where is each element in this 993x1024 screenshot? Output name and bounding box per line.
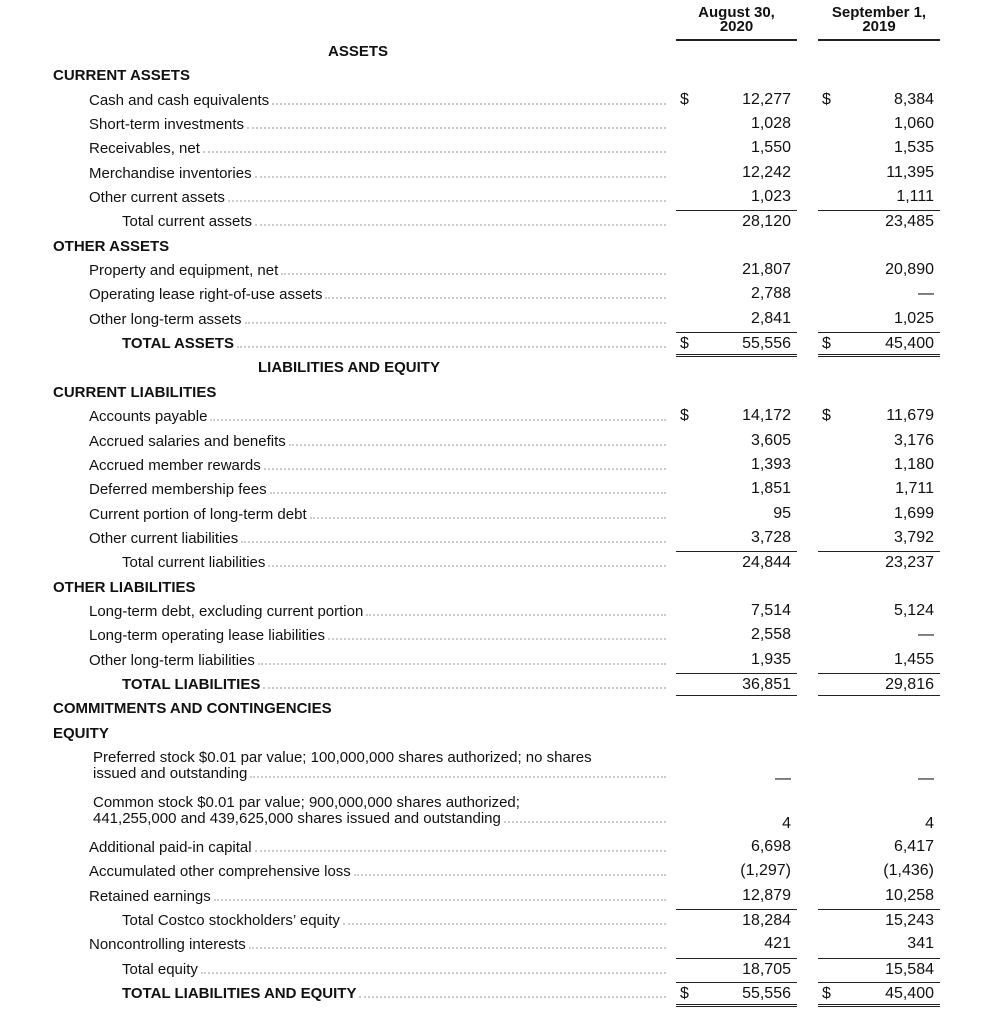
line-item-label: issued and outstanding (93, 764, 248, 782)
line-item-row (0, 858, 993, 882)
line-item-row (0, 549, 993, 573)
line-item-row (0, 257, 993, 281)
amount: 1,699 (893, 504, 934, 522)
amount: — (775, 769, 791, 787)
value-2019 (818, 162, 940, 183)
amount: 2,788 (750, 285, 791, 303)
line-item-row (0, 330, 993, 354)
value-2019 (818, 405, 940, 426)
value-2020 (676, 283, 797, 304)
amount: 11,679 (886, 407, 934, 425)
column-header-line: 2020 (719, 18, 754, 35)
dot-leader (354, 874, 666, 876)
value-2020 (676, 332, 797, 357)
line-item-label: Receivables, net (89, 140, 200, 158)
value-2019 (818, 89, 940, 110)
amount: (1,297) (740, 862, 791, 880)
column-header-2020 (676, 6, 797, 41)
value-2019 (818, 332, 940, 357)
amount: 1,025 (893, 309, 934, 327)
amount: 28,120 (742, 213, 791, 231)
line-item-label: Noncontrolling interests (89, 936, 246, 954)
category-heading (0, 574, 993, 598)
amount: 18,284 (742, 912, 791, 929)
dot-leader (203, 151, 666, 153)
amount: 7,514 (750, 601, 791, 619)
value-2020 (676, 113, 797, 134)
value-2019 (818, 430, 940, 451)
value-2020 (676, 649, 797, 670)
section-title: ASSETS (328, 43, 389, 60)
value-2020 (676, 958, 797, 980)
amount: 3,728 (750, 528, 791, 546)
amount: 2,558 (750, 626, 791, 644)
amount: 3,176 (893, 431, 934, 449)
value-2020 (676, 768, 797, 789)
section-heading (0, 354, 993, 378)
amount: (1,436) (883, 862, 934, 880)
line-item-label: Long-term operating lease liabilities (89, 627, 325, 645)
value-2020 (676, 860, 797, 881)
amount: 1,393 (750, 455, 791, 473)
amount: 1,550 (750, 139, 791, 157)
value-2019 (818, 137, 940, 158)
amount: — (918, 769, 934, 787)
line-item-label: 441,255,000 and 439,625,000 shares issued and outstanding (93, 809, 501, 827)
dot-leader (272, 103, 666, 105)
value-2020 (676, 503, 797, 524)
dot-leader (268, 565, 666, 567)
line-item-label: COMMITMENTS AND CONTINGENCIES (53, 700, 332, 718)
line-item-label: Total current liabilities (122, 554, 266, 572)
line-item-label: EQUITY (53, 724, 109, 742)
line-item-row (0, 931, 993, 955)
line-item-label: OTHER ASSETS (53, 237, 170, 255)
value-2019 (818, 958, 940, 980)
dollar-sign: $ (680, 335, 689, 353)
dollar-sign: $ (680, 407, 689, 425)
value-2019 (818, 982, 940, 1007)
line-item-label: Deferred membership fees (89, 481, 267, 499)
value-2020 (676, 162, 797, 183)
line-item-label: CURRENT ASSETS (53, 67, 190, 85)
value-2019 (818, 836, 940, 857)
line-item-label: Current portion of long-term debt (89, 505, 307, 523)
dollar-sign: $ (822, 335, 831, 353)
value-2020 (676, 982, 797, 1007)
amount: 1,023 (750, 188, 791, 206)
amount: 36,851 (742, 675, 791, 693)
line-item-row (0, 452, 993, 476)
column-header-line: September 1, (831, 4, 927, 21)
dot-leader (289, 444, 666, 446)
line-item-row (0, 160, 993, 184)
amount: 1,111 (896, 188, 934, 206)
line-item-row (0, 87, 993, 111)
value-2019 (818, 113, 940, 134)
dot-leader (241, 541, 666, 543)
column-header-2019 (818, 6, 940, 41)
value-2020 (676, 836, 797, 857)
amount: 4 (782, 814, 791, 832)
value-2019 (818, 885, 940, 906)
dot-leader (255, 176, 666, 178)
line-item-row (0, 883, 993, 907)
amount: — (918, 285, 934, 303)
amount: 421 (764, 935, 791, 953)
dot-leader (255, 850, 666, 852)
value-2019 (818, 308, 940, 329)
line-item-label: Accrued salaries and benefits (89, 432, 286, 450)
line-item-label: TOTAL LIABILITIES (122, 675, 261, 693)
dot-leader (263, 687, 666, 689)
amount: 23,237 (885, 554, 934, 572)
line-item-label: OTHER LIABILITIES (53, 578, 196, 596)
dot-leader (270, 492, 666, 494)
category-heading (0, 720, 993, 744)
value-2020 (676, 885, 797, 906)
line-item-label: CURRENT LIABILITIES (53, 383, 217, 401)
value-2019 (818, 283, 940, 304)
dollar-sign: $ (822, 985, 831, 1003)
dot-leader (247, 127, 666, 129)
line-item-row (0, 111, 993, 135)
line-item-label: Additional paid-in capital (89, 838, 252, 856)
amount: 95 (773, 504, 791, 522)
amount: 12,242 (742, 163, 791, 181)
line-item-row (0, 598, 993, 622)
amount: 1,028 (750, 115, 791, 133)
value-2020 (676, 527, 797, 548)
value-2020 (676, 259, 797, 280)
line-item-label: Long-term debt, excluding current portion (89, 602, 364, 620)
line-item-row (0, 980, 993, 1004)
dollar-sign: $ (822, 90, 831, 108)
dot-leader (343, 923, 666, 925)
line-item-row (0, 834, 993, 858)
amount: 12,277 (742, 90, 791, 108)
line-item-label: Accrued member rewards (89, 456, 261, 474)
amount: 1,535 (893, 139, 934, 157)
value-2020 (676, 624, 797, 645)
value-2019 (818, 649, 940, 670)
value-2020 (676, 909, 797, 931)
dot-leader (328, 638, 666, 640)
amount: 55,556 (742, 335, 791, 353)
line-item-row (0, 744, 993, 789)
line-item-row (0, 501, 993, 525)
amount: 2,841 (750, 309, 791, 327)
value-2020 (676, 813, 797, 834)
dot-leader (214, 899, 666, 901)
line-item-row (0, 428, 993, 452)
line-item-label: Preferred stock $0.01 par value; 100,000,000 shares authorized; no shares (93, 748, 592, 766)
amount: 1,711 (895, 480, 934, 498)
line-item-label: Other current assets (89, 189, 225, 207)
line-item-label: Accumulated other comprehensive loss (89, 863, 351, 881)
value-2020 (676, 210, 797, 232)
line-item-label: Total equity (122, 960, 198, 978)
amount: 11,395 (886, 163, 934, 181)
dot-leader (250, 776, 666, 778)
line-item-label: Cash and cash equivalents (89, 91, 270, 109)
line-item-row (0, 622, 993, 646)
section-heading (0, 38, 993, 62)
dot-leader (325, 297, 666, 299)
amount: 20,890 (885, 261, 934, 279)
line-item-row (0, 476, 993, 500)
line-item-label: Property and equipment, net (89, 262, 279, 280)
line-item-label: TOTAL LIABILITIES AND EQUITY (122, 985, 357, 1003)
amount: 1,851 (750, 480, 791, 498)
value-2019 (818, 813, 940, 834)
dot-leader (310, 517, 666, 519)
value-2020 (676, 933, 797, 954)
value-2019 (818, 454, 940, 475)
dollar-sign: $ (680, 90, 689, 108)
amount: 10,258 (885, 886, 934, 904)
line-item-row (0, 525, 993, 549)
line-item-row (0, 403, 993, 427)
category-heading (0, 233, 993, 257)
line-item-row (0, 671, 993, 695)
line-item-row (0, 789, 993, 834)
value-2019 (818, 600, 940, 621)
dot-leader (201, 972, 666, 974)
value-2019 (818, 259, 940, 280)
amount: 4 (925, 814, 934, 832)
amount: 15,584 (885, 960, 934, 978)
line-item-row (0, 208, 993, 232)
line-item-label: Accounts payable (89, 408, 208, 426)
column-header-line: August 30, (698, 4, 775, 21)
amount: — (918, 626, 934, 644)
line-item-label: Short-term investments (89, 116, 245, 134)
line-item-row (0, 135, 993, 159)
line-item-label: TOTAL ASSETS (122, 335, 234, 353)
dot-leader (359, 996, 666, 998)
line-item-row (0, 956, 993, 980)
value-2020 (676, 186, 797, 207)
amount: 55,556 (742, 985, 791, 1003)
amount: 341 (907, 935, 934, 953)
line-item-label: Total current assets (122, 213, 253, 231)
dot-leader (258, 663, 666, 665)
dollar-sign: $ (822, 407, 831, 425)
value-2020 (676, 430, 797, 451)
line-item-label: Merchandise inventories (89, 164, 252, 182)
dot-leader (504, 821, 666, 823)
line-item-row (0, 281, 993, 305)
value-2019 (818, 551, 940, 573)
value-2019 (818, 624, 940, 645)
category-heading (0, 695, 993, 719)
amount: 21,807 (742, 261, 791, 279)
dot-leader (264, 468, 666, 470)
dot-leader (237, 346, 666, 348)
value-2019 (818, 673, 940, 696)
section-title: LIABILITIES AND EQUITY (258, 359, 440, 377)
dot-leader (366, 614, 666, 616)
value-2019 (818, 210, 940, 232)
value-2020 (676, 405, 797, 426)
value-2019 (818, 768, 940, 789)
amount: 15,243 (885, 912, 934, 929)
line-item-label: Retained earnings (89, 887, 211, 905)
value-2020 (676, 600, 797, 621)
line-item-row (0, 306, 993, 330)
amount: 14,172 (742, 407, 791, 425)
amount: 1,180 (893, 455, 934, 473)
dot-leader (210, 419, 666, 421)
amount: 29,816 (885, 675, 934, 693)
amount: 6,417 (893, 837, 934, 855)
amount: 3,792 (893, 528, 934, 546)
value-2020 (676, 478, 797, 499)
category-heading (0, 379, 993, 403)
line-item-row (0, 647, 993, 671)
dot-leader (255, 224, 666, 226)
value-2019 (818, 933, 940, 954)
value-2019 (818, 186, 940, 207)
value-2020 (676, 137, 797, 158)
line-item-label: Other current liabilities (89, 529, 239, 547)
amount: 1,935 (750, 650, 791, 668)
line-item-label: Other long-term liabilities (89, 651, 255, 669)
amount: 8,384 (893, 90, 934, 108)
column-header-line: 2019 (862, 18, 896, 35)
amount: 5,124 (893, 601, 934, 619)
line-item-label: Other long-term assets (89, 310, 242, 328)
category-heading (0, 62, 993, 86)
dollar-sign: $ (680, 985, 689, 1003)
dot-leader (228, 200, 666, 202)
dot-leader (281, 273, 666, 275)
value-2019 (818, 860, 940, 881)
line-item-label: Common stock $0.01 par value; 900,000,000 shares authorized; (93, 793, 520, 811)
dot-leader (249, 947, 666, 949)
amount: 6,698 (750, 837, 791, 855)
amount: 1,060 (893, 115, 934, 133)
value-2020 (676, 89, 797, 110)
amount: 12,879 (742, 886, 791, 904)
amount: 24,844 (742, 554, 791, 572)
amount: 45,400 (885, 985, 934, 1003)
amount: 45,400 (885, 335, 934, 353)
value-2019 (818, 909, 940, 931)
line-item-label: Operating lease right-of-use assets (89, 286, 323, 304)
value-2020 (676, 673, 797, 696)
line-item-label: Total Costco stockholders’ equity (122, 912, 340, 929)
line-item-row (0, 184, 993, 208)
amount: 3,605 (750, 431, 791, 449)
amount: 1,455 (893, 650, 934, 668)
value-2019 (818, 478, 940, 499)
amount: 18,705 (742, 960, 791, 978)
balance-sheet-rows (0, 38, 993, 1004)
value-2019 (818, 503, 940, 524)
value-2020 (676, 454, 797, 475)
value-2019 (818, 527, 940, 548)
amount: 23,485 (885, 213, 934, 231)
value-2020 (676, 308, 797, 329)
dot-leader (245, 322, 666, 324)
value-2020 (676, 551, 797, 573)
line-item-row (0, 907, 993, 931)
